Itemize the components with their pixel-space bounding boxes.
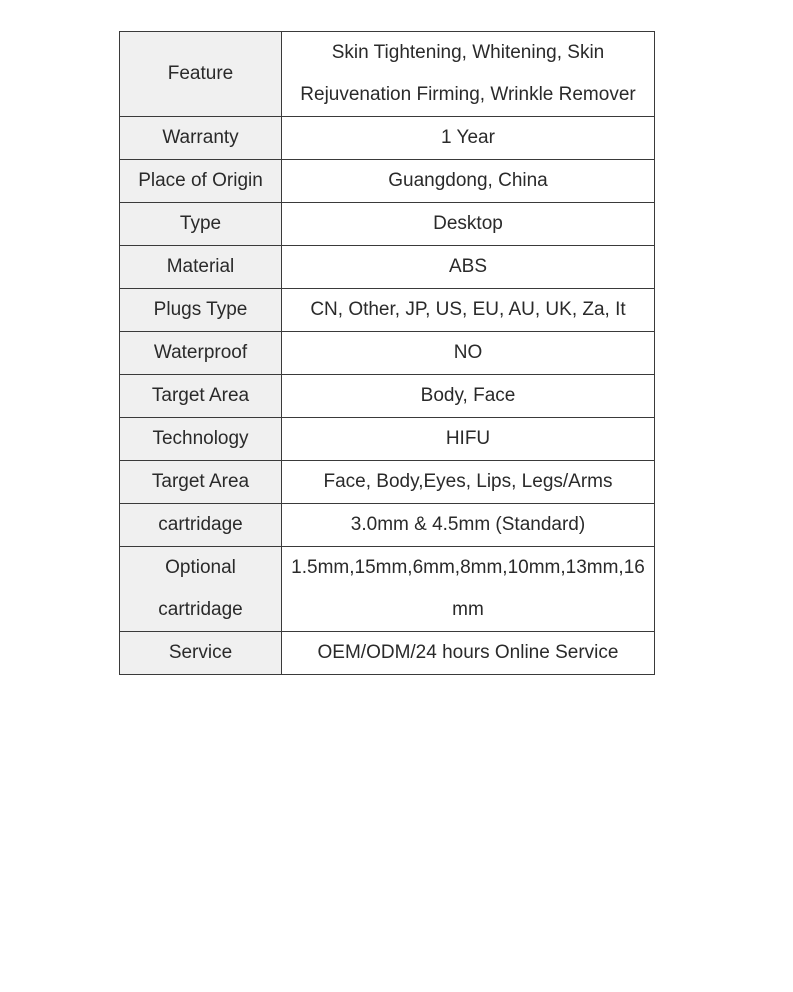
row-label: Plugs Type [120,289,282,332]
table-row-warranty [120,117,655,160]
table-row-target-area-2 [120,461,655,504]
row-value: Face, Body,Eyes, Lips, Legs/Arms [282,461,655,504]
table-row-cartridage [120,504,655,547]
row-label: Type [120,203,282,246]
row-label: Technology [120,418,282,461]
row-value: Skin Tightening, Whitening, Skin Rejuvenation Firming, Wrinkle Remover [282,32,655,117]
row-label: Target Area [120,375,282,418]
table-row-plugs-type [120,289,655,332]
table-row-place-of-origin [120,160,655,203]
row-value: Body, Face [282,375,655,418]
row-label: Optional cartridage [120,547,282,632]
row-value: 3.0mm & 4.5mm (Standard) [282,504,655,547]
spec-table [119,31,655,675]
row-value: 1.5mm,15mm,6mm,8mm,10mm,13mm,16mm [282,547,655,632]
row-label: Warranty [120,117,282,160]
row-label: Service [120,632,282,675]
row-value: Guangdong, China [282,160,655,203]
row-value: NO [282,332,655,375]
table-row-optional-cartridage [120,547,655,632]
row-label: Material [120,246,282,289]
row-label: Waterproof [120,332,282,375]
row-label: Feature [120,32,282,117]
table-row-type [120,203,655,246]
row-label: Place of Origin [120,160,282,203]
row-label: Target Area [120,461,282,504]
row-value: CN, Other, JP, US, EU, AU, UK, Za, It [282,289,655,332]
table-row-service [120,632,655,675]
table-row-material [120,246,655,289]
row-value: 1 Year [282,117,655,160]
table-row-target-area [120,375,655,418]
row-value: HIFU [282,418,655,461]
row-label: cartridage [120,504,282,547]
table-row-feature [120,32,655,117]
table-row-waterproof [120,332,655,375]
table-row-technology [120,418,655,461]
row-value: OEM/ODM/24 hours Online Service [282,632,655,675]
row-value: ABS [282,246,655,289]
row-value: Desktop [282,203,655,246]
